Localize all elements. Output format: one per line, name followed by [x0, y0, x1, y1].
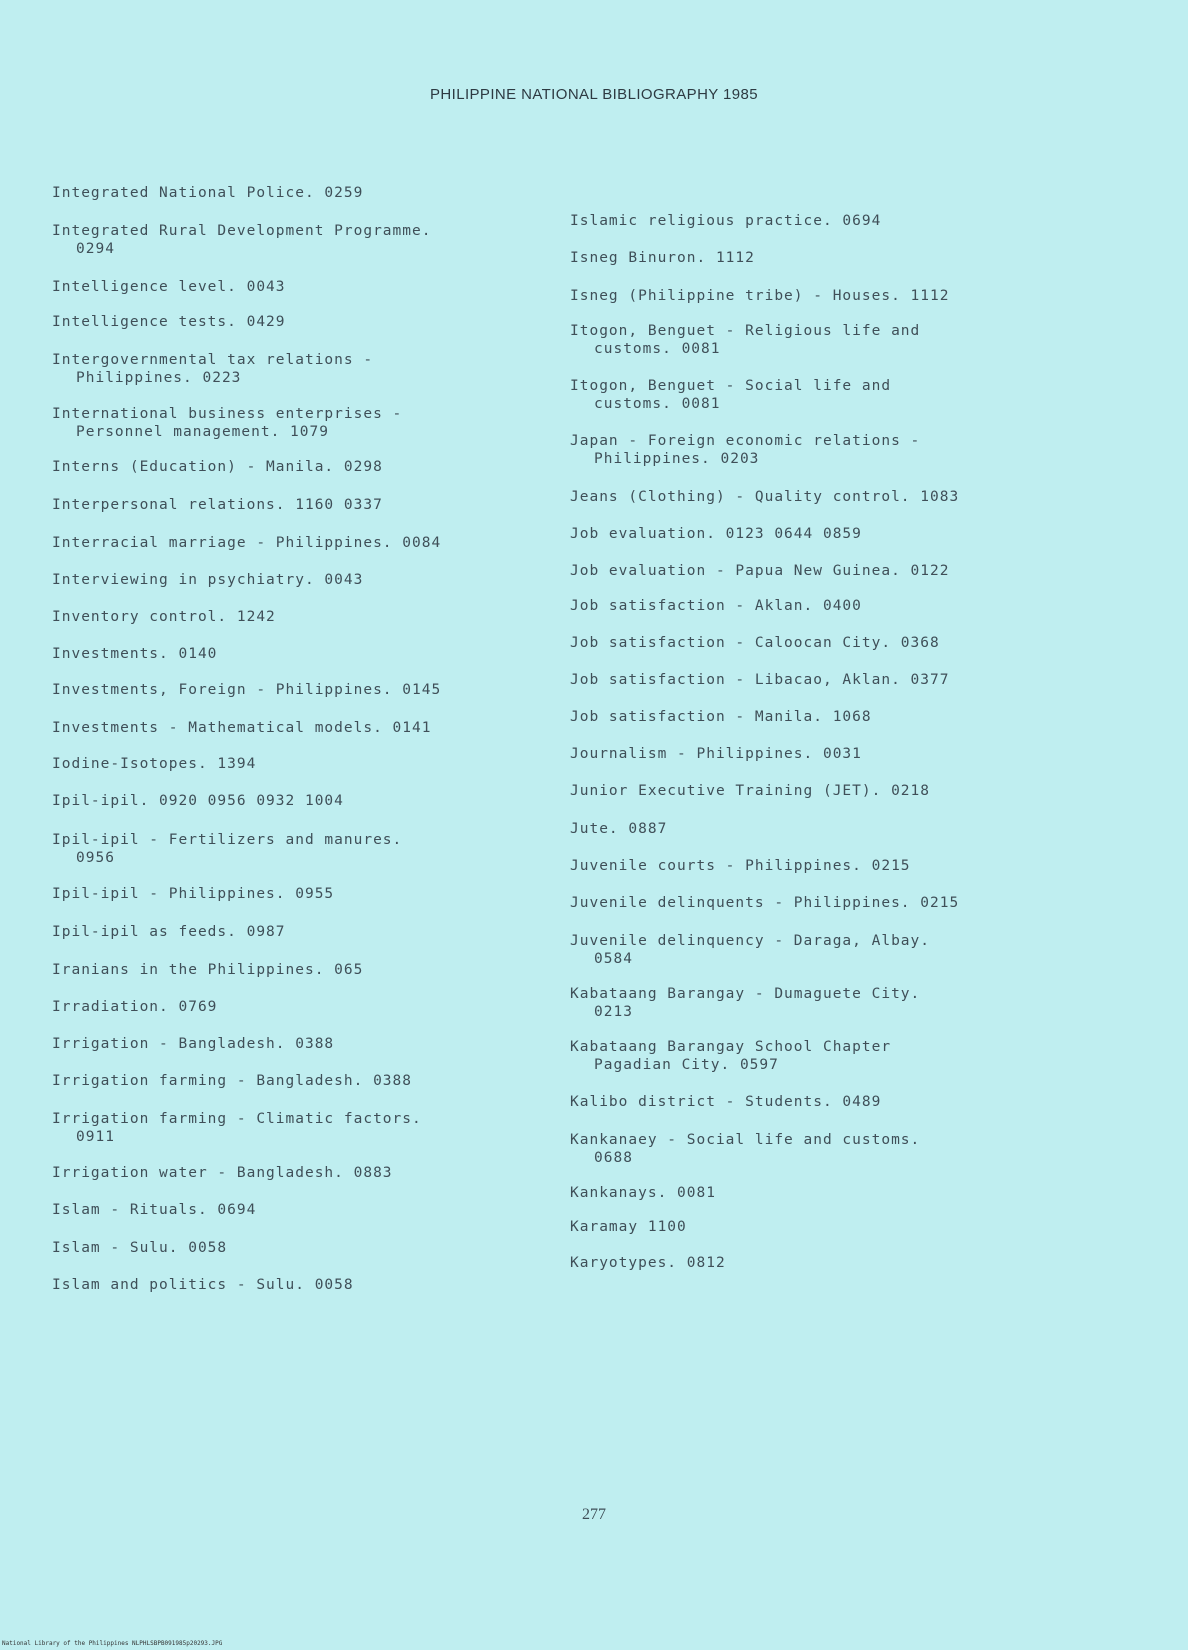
index-entry — [570, 432, 920, 468]
index-entry — [52, 571, 363, 589]
entry-heading: Kabataang Barangay School Chapter — [570, 1039, 892, 1055]
index-entry — [52, 1035, 334, 1053]
index-entry — [52, 923, 286, 941]
entry-heading: International business enterprises - — [52, 406, 403, 422]
index-entry — [52, 278, 286, 296]
index-entry — [52, 755, 256, 773]
entry-heading: Inventory control. 1242 — [52, 609, 276, 625]
entry-heading: Intelligence tests. 0429 — [52, 314, 286, 330]
entry-continuation: 0584 — [594, 951, 633, 967]
index-entry — [570, 857, 911, 875]
index-entry — [570, 377, 891, 413]
index-entry — [570, 634, 940, 652]
page-header — [0, 86, 1188, 103]
index-entry — [52, 961, 363, 979]
entry-heading: Integrated National Police. 0259 — [52, 185, 364, 201]
entry-heading: Journalism - Philippines. 0031 — [570, 746, 862, 762]
entry-heading: Juvenile courts - Philippines. 0215 — [570, 858, 911, 874]
index-entry — [52, 496, 383, 514]
entry-continuation: 0213 — [594, 1004, 633, 1020]
index-entry — [52, 1239, 227, 1257]
entry-heading: Isneg (Philippine tribe) - Houses. 1112 — [570, 288, 950, 304]
entry-continuation: 0688 — [594, 1150, 633, 1166]
entry-heading: Juvenile delinquents - Philippines. 0215 — [570, 895, 960, 911]
entry-heading: Karamay 1100 — [570, 1219, 687, 1235]
entry-heading: Ipil-ipil - Fertilizers and manures. — [52, 832, 403, 848]
entry-heading: Ipil-ipil. 0920 0956 0932 1004 — [52, 793, 344, 809]
index-entry — [570, 745, 862, 763]
index-entry — [570, 1184, 716, 1202]
index-entry — [570, 287, 949, 305]
index-entry — [570, 525, 862, 543]
scan-footer: National Library of the Philippines NLPHLSBPB091985p20293.JPG — [2, 1640, 223, 1647]
page-number: 277 — [582, 1506, 606, 1523]
entry-heading: Irradiation. 0769 — [52, 999, 218, 1015]
index-entry — [570, 894, 959, 912]
index-entry — [52, 1201, 256, 1219]
entry-heading: Junior Executive Training (JET). 0218 — [570, 783, 931, 799]
index-entry — [52, 1072, 412, 1090]
index-entry — [570, 671, 949, 689]
index-entry — [570, 488, 959, 506]
entry-heading: Itogon, Benguet - Religious life and — [570, 323, 921, 339]
entry-continuation: Philippines. 0203 — [594, 451, 760, 467]
index-entry — [570, 1254, 726, 1272]
entry-continuation: Personnel management. 1079 — [76, 424, 329, 440]
entry-heading: Islam - Sulu. 0058 — [52, 1240, 228, 1256]
index-entry — [52, 681, 441, 699]
entry-heading: Kabataang Barangay - Dumaguete City. — [570, 986, 921, 1002]
index-entry — [570, 1131, 920, 1167]
entry-heading: Investments. 0140 — [52, 646, 218, 662]
index-entry — [52, 534, 441, 552]
bibliography-title: PHILIPPINE NATIONAL BIBLIOGRAPHY 1985 — [430, 86, 758, 103]
index-entry — [52, 184, 363, 202]
entry-heading: Karyotypes. 0812 — [570, 1255, 726, 1271]
entry-heading: Irrigation water - Bangladesh. 0883 — [52, 1165, 393, 1181]
index-entry — [52, 608, 276, 626]
entry-continuation: Pagadian City. 0597 — [594, 1057, 779, 1073]
index-entry — [52, 885, 334, 903]
entry-heading: Kankanaey - Social life and customs. — [570, 1132, 921, 1148]
index-entry — [52, 719, 431, 737]
entry-heading: Kalibo district - Students. 0489 — [570, 1094, 882, 1110]
entry-heading: Isneg Binuron. 1112 — [570, 250, 755, 266]
entry-heading: Interviewing in psychiatry. 0043 — [52, 572, 364, 588]
entry-heading: Interpersonal relations. 1160 0337 — [52, 497, 383, 513]
entry-heading: Integrated Rural Development Programme. — [52, 223, 432, 239]
entry-heading: Kankanays. 0081 — [570, 1185, 716, 1201]
index-entry — [570, 249, 755, 267]
index-entry — [570, 1093, 881, 1111]
index-entry — [52, 458, 383, 476]
index-entry — [52, 1164, 393, 1182]
entry-heading: Job satisfaction - Manila. 1068 — [570, 709, 872, 725]
entry-heading: Job evaluation - Papua New Guinea. 0122 — [570, 563, 950, 579]
entry-heading: Iodine-Isotopes. 1394 — [52, 756, 257, 772]
index-entry — [52, 351, 373, 387]
entry-heading: Japan - Foreign economic relations - — [570, 433, 921, 449]
entry-heading: Intergovernmental tax relations - — [52, 352, 374, 368]
entry-heading: Itogon, Benguet - Social life and — [570, 378, 892, 394]
index-entry — [52, 792, 344, 810]
index-entry — [52, 831, 402, 867]
entry-heading: Irrigation - Bangladesh. 0388 — [52, 1036, 335, 1052]
entry-continuation: Philippines. 0223 — [76, 370, 242, 386]
index-entry — [570, 708, 872, 726]
entry-heading: Irrigation farming - Climatic factors. — [52, 1111, 422, 1127]
entry-heading: Islam - Rituals. 0694 — [52, 1202, 257, 1218]
entry-continuation: 0294 — [76, 241, 115, 257]
index-entry — [52, 1276, 354, 1294]
entry-heading: Irrigation farming - Bangladesh. 0388 — [52, 1073, 413, 1089]
index-entry — [570, 782, 930, 800]
index-entry — [52, 1110, 422, 1146]
index-entry — [570, 597, 862, 615]
entry-heading: Interns (Education) - Manila. 0298 — [52, 459, 383, 475]
entry-heading: Ipil-ipil as feeds. 0987 — [52, 924, 286, 940]
entry-heading: Jeans (Clothing) - Quality control. 1083 — [570, 489, 960, 505]
entry-heading: Intelligence level. 0043 — [52, 279, 286, 295]
entry-heading: Job satisfaction - Caloocan City. 0368 — [570, 635, 940, 651]
entry-heading: Jute. 0887 — [570, 821, 668, 837]
index-entry — [570, 820, 667, 838]
entry-heading: Job satisfaction - Libacao, Aklan. 0377 — [570, 672, 950, 688]
index-entry — [52, 645, 217, 663]
entry-heading: Iranians in the Philippines. 065 — [52, 962, 364, 978]
entry-heading: Juvenile delinquency - Daraga, Albay. — [570, 933, 931, 949]
entry-heading: Job evaluation. 0123 0644 0859 — [570, 526, 862, 542]
entry-heading: Investments - Mathematical models. 0141 — [52, 720, 432, 736]
index-entry — [570, 932, 930, 968]
index-entry — [52, 222, 431, 258]
index-entry — [52, 405, 402, 441]
index-entry — [52, 313, 286, 331]
entry-heading: Interracial marriage - Philippines. 0084 — [52, 535, 442, 551]
entry-continuation: customs. 0081 — [594, 396, 721, 412]
entry-heading: Job satisfaction - Aklan. 0400 — [570, 598, 862, 614]
index-entry — [570, 562, 949, 580]
index-entry — [570, 212, 881, 230]
entry-heading: Islam and politics - Sulu. 0058 — [52, 1277, 354, 1293]
index-entry — [570, 1038, 891, 1074]
entry-continuation: 0911 — [76, 1129, 115, 1145]
index-entry — [570, 322, 920, 358]
index-entry — [52, 998, 217, 1016]
entry-heading: Ipil-ipil - Philippines. 0955 — [52, 886, 335, 902]
index-entry — [570, 985, 920, 1021]
entry-continuation: customs. 0081 — [594, 341, 721, 357]
entry-continuation: 0956 — [76, 850, 115, 866]
entry-heading: Islamic religious practice. 0694 — [570, 213, 882, 229]
entry-heading: Investments, Foreign - Philippines. 0145 — [52, 682, 442, 698]
index-entry — [570, 1218, 687, 1236]
